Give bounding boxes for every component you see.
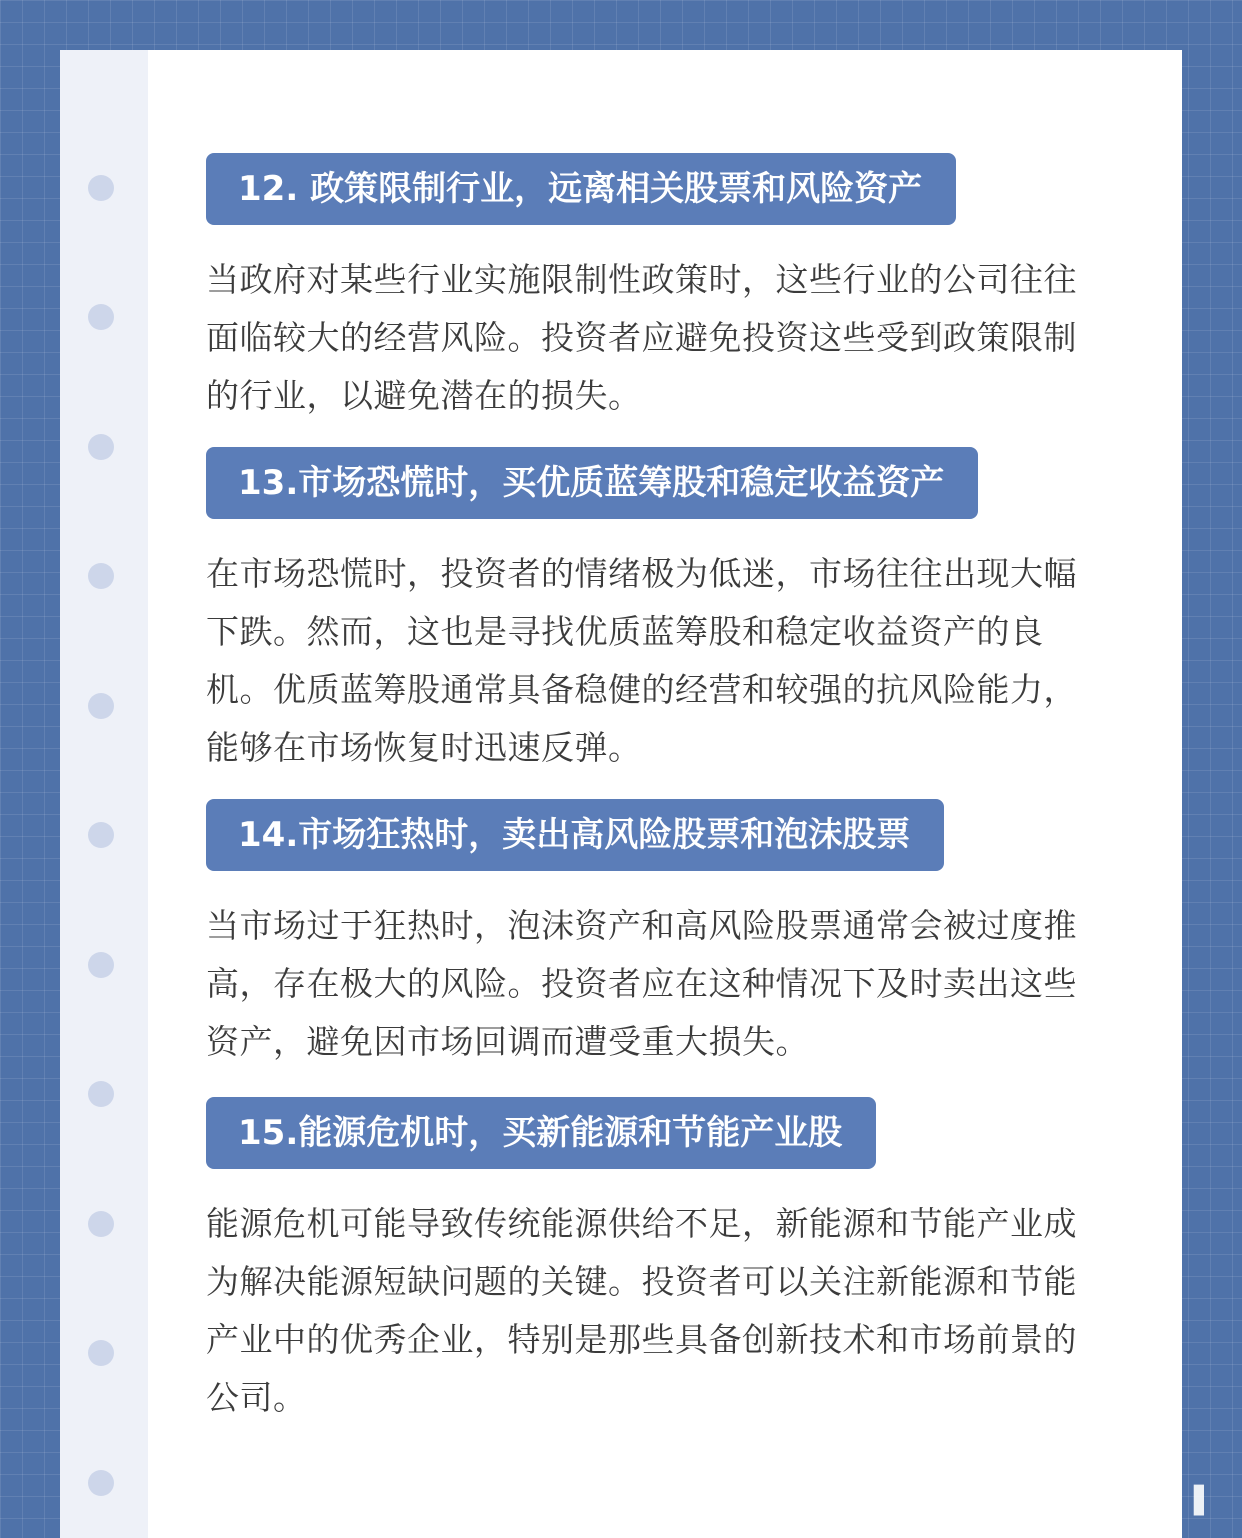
binder-hole: [88, 822, 114, 848]
section-body: 当政府对某些行业实施限制性政策时，这些行业的公司往往面临较大的经营风险。投资者应避免投资这些受到政策限制的行业，以避免潜在的损失。: [206, 260, 1077, 415]
binder-spine: [60, 50, 148, 1538]
section-15: [206, 1097, 1146, 1427]
section-body: 当市场过于狂热时，泡沫资产和高风险股票通常会被过度推高，存在极大的风险。投资者应在这种情况下及时卖出这些资产，避免因市场回调而遭受重大损失。: [206, 906, 1077, 1061]
binder-hole: [88, 175, 114, 201]
binder-hole: [88, 1470, 114, 1496]
binder-hole: [88, 1340, 114, 1366]
binder-hole: [88, 304, 114, 330]
section-title: 14.市场狂热时，卖出高风险股票和泡沫股票: [206, 799, 944, 871]
binder-hole: [88, 434, 114, 460]
watermark-logo: ▌▌▌▌▌ ▌▌▌: [1029, 1486, 1216, 1516]
section-title: 12. 政策限制行业，远离相关股票和风险资产: [206, 153, 956, 225]
section-title: 15.能源危机时，买新能源和节能产业股: [206, 1097, 876, 1169]
section-title: 13.市场恐慌时，买优质蓝筹股和稳定收益资产: [206, 447, 978, 519]
binder-hole: [88, 1211, 114, 1237]
section-14: [206, 799, 1146, 1071]
binder-hole: [88, 693, 114, 719]
binder-hole: [88, 952, 114, 978]
paper-card: [60, 50, 1182, 1538]
binder-hole: [88, 1081, 114, 1107]
binder-hole: [88, 563, 114, 589]
section-body: 在市场恐慌时，投资者的情绪极为低迷，市场往往出现大幅下跌。然而，这也是寻找优质蓝筹股和稳定收益资产的良机。优质蓝筹股通常具备稳健的经营和较强的抗风险能力，能够在市场恢复时迅速反弹。: [206, 554, 1077, 767]
section-body: 能源危机可能导致传统能源供给不足，新能源和节能产业成为解决能源短缺问题的关键。投资者可以关注新能源和节能产业中的优秀企业，特别是那些具备创新技术和市场前景的公司。: [206, 1204, 1077, 1417]
section-12: [206, 153, 1146, 425]
article-content: [206, 153, 1146, 1427]
section-13: [206, 447, 1146, 777]
